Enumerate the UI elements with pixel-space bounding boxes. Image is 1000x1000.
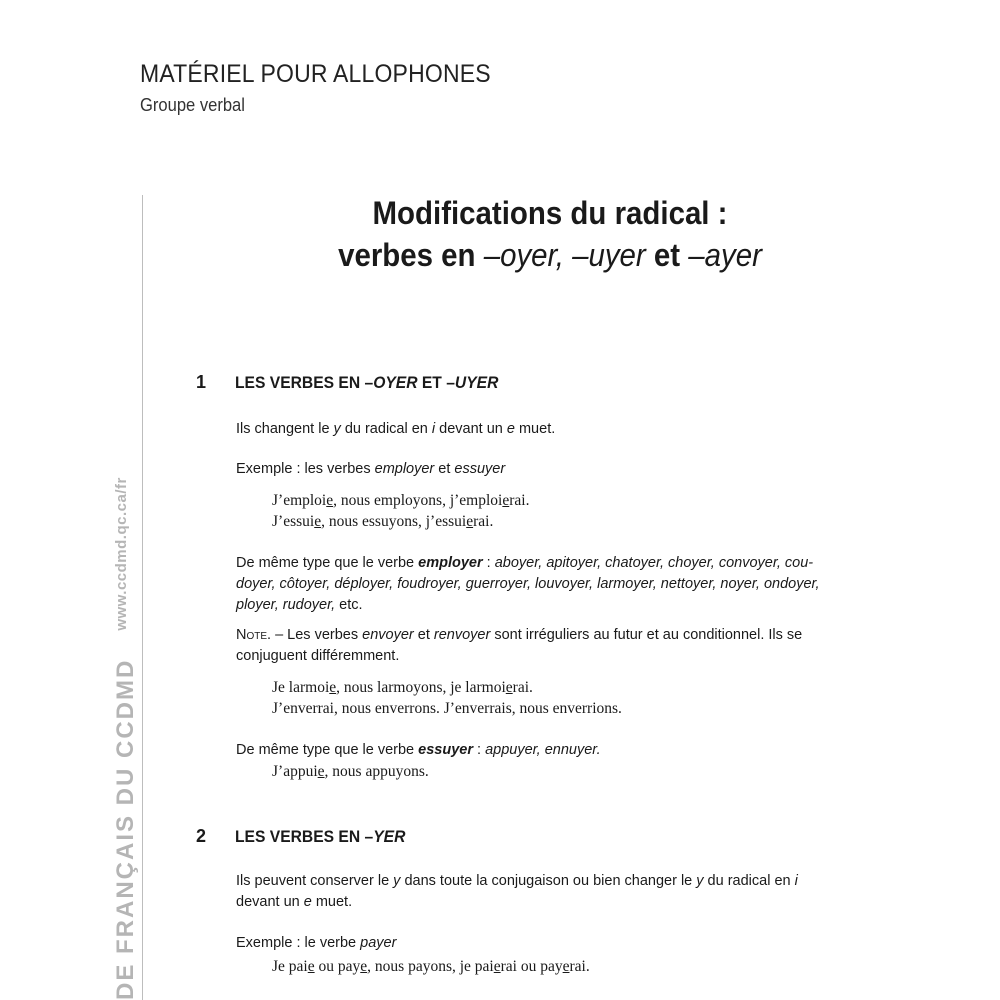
text-italic: appuyer, ennuyer. [485,742,601,758]
text-underlined: e [307,958,315,975]
text: rai. [569,958,590,975]
text: , nous essuyons, j’essui [321,513,467,530]
text-underlined: e [562,958,570,975]
text: J’emploi [272,492,327,509]
text: ou pay [314,958,361,975]
text-underlined: e [502,492,510,509]
text: J’appui [272,763,318,780]
text-underlined: e [314,513,322,530]
section-title-part: LES VERBES EN – [235,827,374,846]
text: devant un [236,894,304,910]
section-title-part-italic: OYER [373,373,418,392]
section-1-same-type-essuyer [236,740,601,761]
text-underlined: e [466,513,474,530]
text: : [472,742,486,758]
text-underlined: e [360,958,368,975]
text: , nous employons, j’emploi [333,492,503,509]
text: muet. [514,421,556,437]
text: et [434,461,455,477]
text: Exemple : le verbe [236,935,361,951]
title-part-italic: –oyer, –uyer [483,237,646,273]
section-1-note [236,625,906,667]
sidebar-vertical-text [112,477,140,1000]
text-bold-italic: employer [418,555,483,571]
text: dans toute la conjugaison ou bien changer le [400,873,697,889]
example-line: J’enverrai, nous enverrons. J’enverrais, nous enverrions. [272,700,622,717]
section-2-title [235,827,405,847]
example-line [272,490,529,511]
text: devant un [435,421,507,437]
text-italic: essuyer [454,461,506,477]
text: De même type que le verbe [236,742,419,758]
section-title-part: ET – [417,373,455,392]
text-underlined: e [326,492,334,509]
text: Je larmoi [272,679,330,696]
page-title [228,192,872,276]
text-italic: i [431,421,436,437]
text: muet. [311,894,353,910]
section-2-example-label [236,933,396,954]
example-line [272,956,590,977]
text-italic: envoyer [362,627,414,643]
section-title-part: LES VERBES EN – [235,373,374,392]
text: du radical en [340,421,432,437]
vertical-divider [142,195,143,1000]
header-title: MATÉRIEL POUR ALLOPHONES [140,60,491,88]
text: rai ou pay [500,958,563,975]
section-1-example-label [236,459,505,480]
text-italic: y [696,873,704,889]
text-italic: y [393,873,401,889]
text: Exemple : les verbes [236,461,375,477]
text-italic: e [303,894,312,910]
text: J’essui [272,513,315,530]
text: Ils changent le [236,421,334,437]
section-title-part-italic: YER [373,827,406,846]
title-line-1: Modifications du radical : [372,195,728,231]
text: rai. [473,513,494,530]
title-dotted-rule [315,287,785,293]
text-italic: renvoyer [433,627,491,643]
text-bold-italic: essuyer [418,742,473,758]
paragraph-line: conjuguent différemment. [236,648,400,664]
section-1-rule [236,419,555,440]
text-italic: i [794,873,798,889]
text: , nous larmoyons, je larmoi [336,679,506,696]
text-italic: doyer, côtoyer, déployer, foudroyer, guerroyer, louvoyer, larmoyer, nettoyer, noyer, ondoyer, [236,576,820,592]
section-2-number: 2 [196,826,207,846]
header-subtitle: Groupe verbal [140,95,245,115]
text: Je pai [272,958,308,975]
text: De même type que le verbe [236,555,419,571]
note-label: Note [236,627,268,643]
text-underlined: e [329,679,337,696]
section-1-same-type-employer [236,553,906,616]
paragraph-line [236,625,906,646]
example-line [272,511,493,532]
title-part: verbes en [338,237,484,273]
text-italic: employer [374,461,435,477]
text-underlined: e [317,763,325,780]
text-italic: e [506,421,515,437]
text-underlined: e [505,679,513,696]
section-1-title [235,373,498,393]
title-line-2 [228,234,872,276]
text: du radical en [703,873,795,889]
text-italic: ployer, rudoyer, [236,597,336,613]
paragraph-line [236,553,906,574]
text: Ils peuvent conserver le [236,873,394,889]
text: rai. [509,492,530,509]
example-line [272,761,429,782]
title-part-italic: –ayer [688,237,762,273]
paragraph-line [236,871,916,892]
example-line [272,677,533,698]
sidebar-label: DE FRANÇAIS DU CCDMD [112,658,139,1000]
title-part: et [645,237,689,273]
paragraph-line [236,574,906,595]
section-1-number: 1 [196,372,207,392]
section-2-rule [236,871,916,913]
text: , nous payons, je pai [367,958,494,975]
text: rai. [512,679,533,696]
text-italic: y [333,421,341,437]
text: sont irréguliers au futur et au conditionnel. Ils se [490,627,803,643]
text: , nous appuyons. [324,763,429,780]
text: . – Les verbes [267,627,363,643]
text: etc. [335,597,363,613]
sidebar-url: www.ccdmd.qc.ca/fr [113,477,130,631]
paragraph-line [236,595,906,616]
text: : [482,555,495,571]
text-italic: aboyer, apitoyer, chatoyer, choyer, convoyer, cou- [494,555,814,571]
text-italic: payer [360,935,397,951]
section-title-part-italic: UYER [454,373,499,392]
text: et [413,627,434,643]
text-underlined: e [493,958,501,975]
paragraph-line [236,892,916,913]
